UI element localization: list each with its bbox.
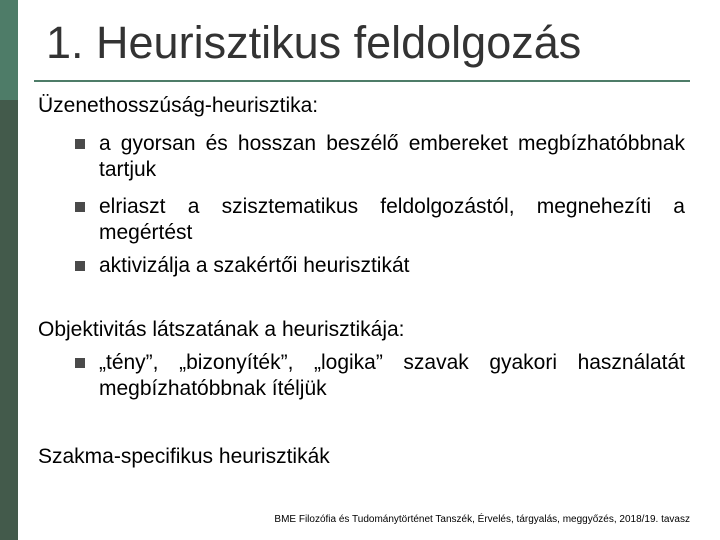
bullet-item [75,194,685,247]
bullet-square-icon [75,358,85,368]
slide-footer: BME Filozófia és Tudománytörténet Tanszék, Érvelés, tárgyalás, meggyőzés, 2018/19. tavasz [274,514,690,525]
title-underline [34,80,690,82]
side-decoration-bar [0,0,18,540]
bullet-text: „tény”, „bizonyíték”, „logika” szavak gyakori használatát megbízhatóbbnak ítéljük [99,351,685,401]
section-heading-profession-specific: Szakma-specifikus heurisztikák [38,445,330,468]
bullet-item [75,253,685,279]
side-bar-bottom-segment [0,100,18,540]
bullet-text: a gyorsan és hosszan beszélő embereket megbízhatóbbnak tartjuk [99,132,685,182]
bullet-text: aktivizálja a szakértői heurisztikát [99,254,410,277]
bullet-item [75,350,685,403]
bullet-text: elriaszt a szisztematikus feldolgozástól, megnehezíti a megértést [99,195,685,245]
bullet-square-icon [75,139,85,149]
section-heading-objectivity: Objektivitás látszatának a heurisztikája: [38,318,405,341]
bullet-square-icon [75,202,85,212]
slide-title: 1. Heurisztikus feldolgozás [46,17,582,68]
bullet-square-icon [75,261,85,271]
bullet-item [75,131,685,184]
side-bar-top-segment [0,0,18,100]
section-heading-message-length: Üzenethosszúság-heurisztika: [38,94,319,117]
